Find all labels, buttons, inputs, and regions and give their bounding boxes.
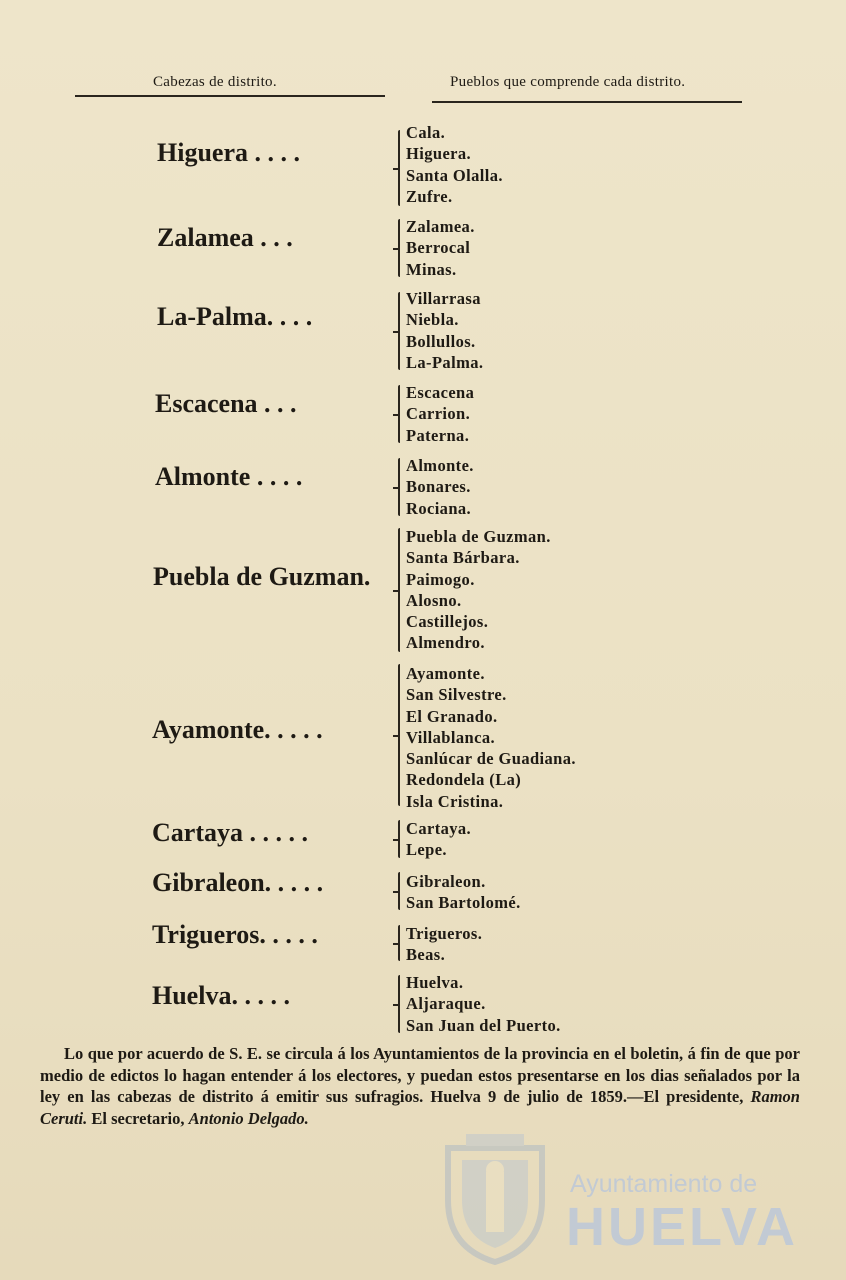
- town: Rociana.: [406, 498, 472, 518]
- brace: [398, 130, 400, 206]
- header-rule-left: [75, 95, 385, 97]
- town: Puebla de Guzman.: [406, 527, 551, 546]
- district-head: Almonte . . . .: [155, 462, 303, 491]
- district-head: Huelva. . . . .: [152, 981, 290, 1010]
- town: Cartaya.: [406, 819, 472, 838]
- town-list: [406, 818, 471, 861]
- town: Redondela (La): [406, 770, 522, 790]
- town: Minas.: [406, 259, 457, 279]
- town-list: [406, 455, 474, 519]
- watermark-line1: Ayuntamiento de: [570, 1170, 758, 1198]
- town-list: [406, 288, 483, 373]
- town: Escacena: [406, 383, 475, 402]
- town: Huelva.: [406, 973, 464, 992]
- town: Villablanca.: [406, 727, 495, 747]
- brace: [398, 975, 400, 1033]
- town: Almonte.: [406, 456, 474, 475]
- brace: [398, 292, 400, 370]
- town: El Granado.: [406, 706, 498, 726]
- district-head: Higuera . . . .: [157, 138, 300, 167]
- secretary-label: El secretario,: [91, 1108, 185, 1128]
- town: Bollullos.: [406, 331, 476, 351]
- brace: [398, 664, 400, 806]
- brace: [398, 872, 400, 910]
- town-list: [406, 663, 576, 812]
- town-list: [406, 871, 521, 914]
- town-list: [406, 526, 551, 654]
- town: Berrocal: [406, 238, 471, 258]
- town: Zufre.: [406, 186, 453, 206]
- district-head: Zalamea . . .: [157, 223, 293, 252]
- brace: [398, 528, 400, 652]
- district-head: Escacena . . .: [155, 389, 297, 418]
- note-text: Lo que por acuerdo de S. E. se circula á los Ayuntamientos de la provincia en el boletin, á fin de que por medio de edictos lo hagan entender á los electores, y puedan estos presentarse en los dias señalados por la ley en las cabezas de distrito á emitir sus sufragios. Huelva 9 de julio de 1859.—El presidente,: [40, 1044, 800, 1106]
- town: Alosno.: [406, 590, 462, 610]
- town: Bonares.: [406, 477, 471, 497]
- town-list: [406, 972, 561, 1036]
- town: San Bartolomé.: [406, 893, 521, 913]
- town: Villarrasa: [406, 289, 481, 308]
- town: San Silvestre.: [406, 685, 507, 705]
- district-head: Cartaya . . . . .: [152, 818, 308, 847]
- header-rule-right: [432, 101, 742, 103]
- town-list: [406, 122, 503, 207]
- town: Paterna.: [406, 425, 470, 445]
- town: Beas.: [406, 945, 446, 965]
- town: Niebla.: [406, 310, 459, 330]
- town: Gibraleon.: [406, 872, 486, 891]
- district-head: Ayamonte. . . . .: [152, 715, 323, 744]
- town-list: [406, 216, 475, 280]
- header-cabezas: Cabezas de distrito.: [153, 74, 277, 90]
- town: Santa Bárbara.: [406, 548, 520, 568]
- town: Lepe.: [406, 840, 447, 860]
- footer-note: [40, 1043, 800, 1129]
- town: Isla Cristina.: [406, 791, 504, 811]
- town: Higuera.: [406, 144, 472, 164]
- town-list: [406, 382, 474, 446]
- district-head: La-Palma. . . .: [157, 302, 313, 331]
- brace: [398, 820, 400, 858]
- district-head: Gibraleon. . . . .: [152, 868, 324, 897]
- brace: [398, 219, 400, 277]
- town: Cala.: [406, 123, 446, 142]
- town: Aljaraque.: [406, 994, 486, 1014]
- watermark-line2: HUELVA: [566, 1197, 798, 1257]
- brace: [398, 458, 400, 516]
- town: Zalamea.: [406, 217, 475, 236]
- town-list: [406, 923, 482, 966]
- town: Castillejos.: [406, 612, 489, 632]
- city-seal-watermark: [440, 1130, 550, 1265]
- town: Almendro.: [406, 633, 485, 653]
- district-head: Trigueros. . . . .: [152, 920, 318, 949]
- town: Santa Olalla.: [406, 165, 503, 185]
- town: Ayamonte.: [406, 664, 485, 683]
- town: La-Palma.: [406, 352, 484, 372]
- town: Sanlúcar de Guadiana.: [406, 749, 576, 769]
- brace: [398, 925, 400, 961]
- header-pueblos: Pueblos que comprende cada distrito.: [450, 74, 686, 90]
- town: Trigueros.: [406, 924, 483, 943]
- district-head: Puebla de Guzman.: [153, 562, 371, 591]
- town: Carrion.: [406, 404, 471, 424]
- president-name: Ramon Ceruti.: [40, 1087, 800, 1128]
- brace: [398, 385, 400, 443]
- town: Paimogo.: [406, 569, 475, 589]
- secretary-name: Antonio Delgado.: [188, 1108, 309, 1128]
- town: San Juan del Puerto.: [406, 1015, 561, 1035]
